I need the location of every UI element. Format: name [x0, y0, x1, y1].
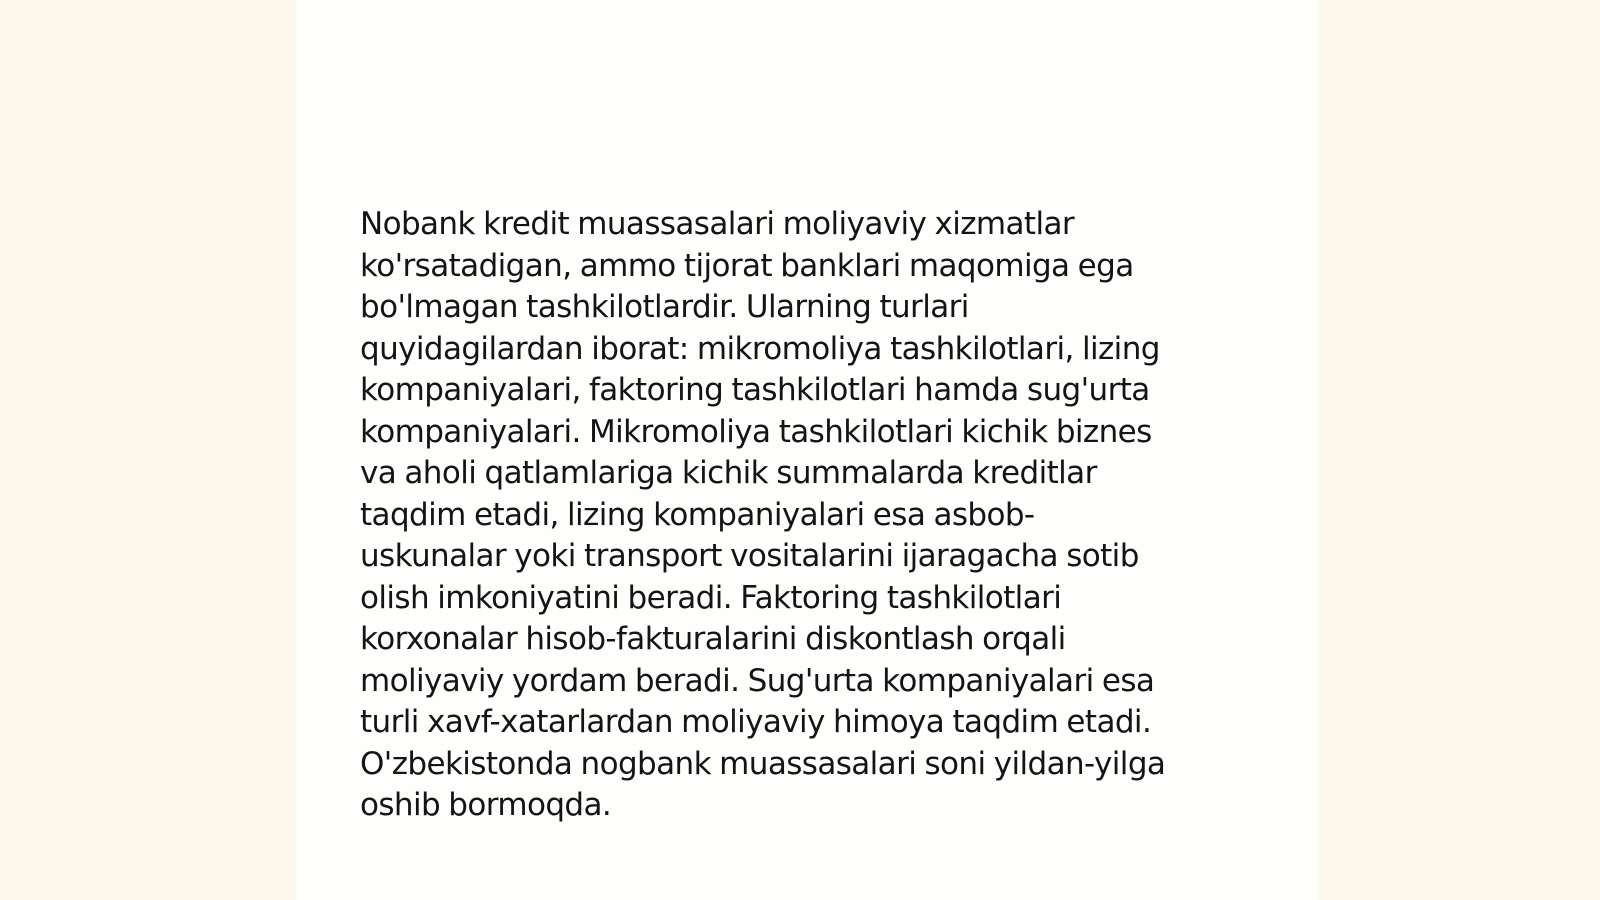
paragraph-line: uskunalar yoki transport vositalarini ijaragacha sotib [360, 538, 1139, 574]
paragraph-line: O'zbekistonda nogbank muassasalari soni yildan-yilga [360, 745, 1166, 782]
paragraph-line: turli xavf-xatarlardan moliyaviy himoya taqdim etadi. [360, 704, 1152, 740]
paragraph-line: va aholi qatlamlariga kichik summalarda kreditlar [360, 455, 1097, 491]
paragraph-line: olish imkoniyatini beradi. Faktoring tashkilotlari [360, 579, 1062, 616]
paragraph-line: moliyaviy yordam beradi. Sug'urta kompaniyalari esa [360, 662, 1155, 699]
paragraph-line: quyidagilardan iborat: mikromoliya tashkilotlari, lizing [360, 330, 1160, 367]
paragraph-line: Nobank kredit muassasalari moliyaviy xizmatlar [360, 206, 1075, 242]
paragraph-line: ko'rsatadigan, ammo tijorat banklari maqomiga ega [360, 247, 1134, 284]
paragraph-line: oshib bormoqda. [360, 787, 612, 823]
paragraph-line: taqdim etadi, lizing kompaniyalari esa asbob- [360, 496, 1035, 533]
body-paragraph [360, 204, 1260, 827]
paragraph-line: kompaniyalari, faktoring tashkilotlari hamda sug'urta [360, 372, 1150, 408]
paragraph-line: bo'lmagan tashkilotlardir. Ularning turlari [360, 289, 969, 325]
document-page [296, 0, 1318, 900]
paragraph-line: korxonalar hisob-fakturalarini diskontlash orqali [360, 621, 1066, 657]
paragraph-line: kompaniyalari. Mikromoliya tashkilotlari kichik biznes [360, 413, 1152, 450]
